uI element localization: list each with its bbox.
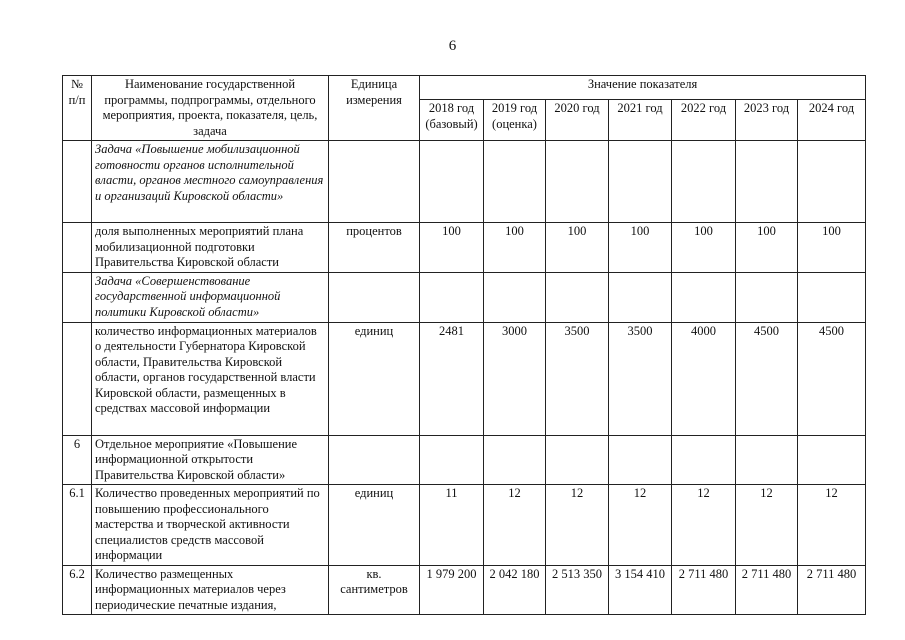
row-value: 2 711 480 — [736, 565, 798, 615]
row-value — [484, 435, 546, 485]
row-value: 100 — [609, 223, 672, 273]
row-unit — [329, 272, 420, 322]
row-value: 3 154 410 — [609, 565, 672, 615]
table-row — [63, 141, 866, 223]
indicators-table — [62, 75, 866, 615]
row-value: 100 — [736, 223, 798, 273]
row-value — [420, 141, 484, 223]
header-year: 2020 год — [546, 100, 609, 141]
row-num: 6 — [63, 435, 92, 485]
row-num — [63, 223, 92, 273]
row-unit — [329, 435, 420, 485]
row-value — [798, 272, 866, 322]
row-name: Задача «Повышение мобилизационной готовности органов исполнительной власти, органов местного самоуправления и организаций Кировской области» — [92, 141, 329, 223]
row-value — [609, 141, 672, 223]
row-unit: кв. сантиметров — [329, 565, 420, 615]
row-value — [546, 141, 609, 223]
row-value — [546, 435, 609, 485]
row-name: количество информационных материалов о деятельности Губернатора Кировской области, Правительства Кировской области, органов государственной власти Кировской области, размещенных в средствах массовой информации — [92, 322, 329, 435]
row-name: Количество размещенных информационных материалов через периодические печатные издания, — [92, 565, 329, 615]
row-name: доля выполненных мероприятий плана мобилизационной подготовки Правительства Кировской области — [92, 223, 329, 273]
row-value — [672, 141, 736, 223]
page-number: 6 — [448, 38, 457, 54]
row-value: 4500 — [798, 322, 866, 435]
header-year: 2022 год — [672, 100, 736, 141]
row-value — [736, 272, 798, 322]
table-row — [63, 272, 866, 322]
header-year: 2021 год — [609, 100, 672, 141]
table-row — [63, 435, 866, 485]
header-year: 2018 год (базовый) — [420, 100, 484, 141]
row-value — [484, 272, 546, 322]
header-unit: Единица измерения — [329, 76, 420, 141]
table-row — [63, 223, 866, 273]
row-value: 3000 — [484, 322, 546, 435]
row-value — [672, 435, 736, 485]
row-value: 100 — [798, 223, 866, 273]
header-name: Наименование государственной программы, подпрограммы, отдельного мероприятия, проекта, показателя, цель, задача — [92, 76, 329, 141]
row-value: 4000 — [672, 322, 736, 435]
row-value: 12 — [736, 485, 798, 566]
table-row — [63, 485, 866, 566]
header-year: 2019 год (оценка) — [484, 100, 546, 141]
row-value: 2 042 180 — [484, 565, 546, 615]
row-value: 12 — [546, 485, 609, 566]
row-value: 2 513 350 — [546, 565, 609, 615]
row-unit: единиц — [329, 485, 420, 566]
row-name: Количество проведенных мероприятий по повышению профессионального мастерства и творческой активности специалистов средств массовой информации — [92, 485, 329, 566]
row-value — [609, 435, 672, 485]
row-value: 12 — [609, 485, 672, 566]
row-num — [63, 141, 92, 223]
row-value — [736, 141, 798, 223]
header-year: 2024 год — [798, 100, 866, 141]
row-unit — [329, 141, 420, 223]
row-unit: единиц — [329, 322, 420, 435]
row-value — [736, 435, 798, 485]
row-value: 100 — [484, 223, 546, 273]
row-value: 2481 — [420, 322, 484, 435]
row-value: 4500 — [736, 322, 798, 435]
row-num: 6.2 — [63, 565, 92, 615]
row-value: 2 711 480 — [672, 565, 736, 615]
header-year: 2023 год — [736, 100, 798, 141]
row-value — [420, 435, 484, 485]
table-row — [63, 322, 866, 435]
row-value: 100 — [420, 223, 484, 273]
row-value — [420, 272, 484, 322]
row-value — [609, 272, 672, 322]
row-name: Отдельное мероприятие «Повышение информационной открытости Правительства Кировской области» — [92, 435, 329, 485]
row-name: Задача «Совершенствование государственной информационной политики Кировской области» — [92, 272, 329, 322]
row-value: 12 — [798, 485, 866, 566]
row-value: 100 — [672, 223, 736, 273]
row-value: 3500 — [609, 322, 672, 435]
row-value: 12 — [484, 485, 546, 566]
row-value — [484, 141, 546, 223]
row-num: 6.1 — [63, 485, 92, 566]
row-num — [63, 272, 92, 322]
header-row-1 — [63, 76, 866, 100]
row-value — [798, 435, 866, 485]
table-row — [63, 565, 866, 615]
header-num: № п/п — [63, 76, 92, 141]
row-value: 1 979 200 — [420, 565, 484, 615]
row-value — [798, 141, 866, 223]
row-value: 11 — [420, 485, 484, 566]
row-value: 2 711 480 — [798, 565, 866, 615]
header-values-group: Значение показателя — [420, 76, 866, 100]
row-value: 100 — [546, 223, 609, 273]
row-value — [672, 272, 736, 322]
row-num — [63, 322, 92, 435]
row-value: 12 — [672, 485, 736, 566]
row-value — [546, 272, 609, 322]
row-unit: процентов — [329, 223, 420, 273]
row-value: 3500 — [546, 322, 609, 435]
